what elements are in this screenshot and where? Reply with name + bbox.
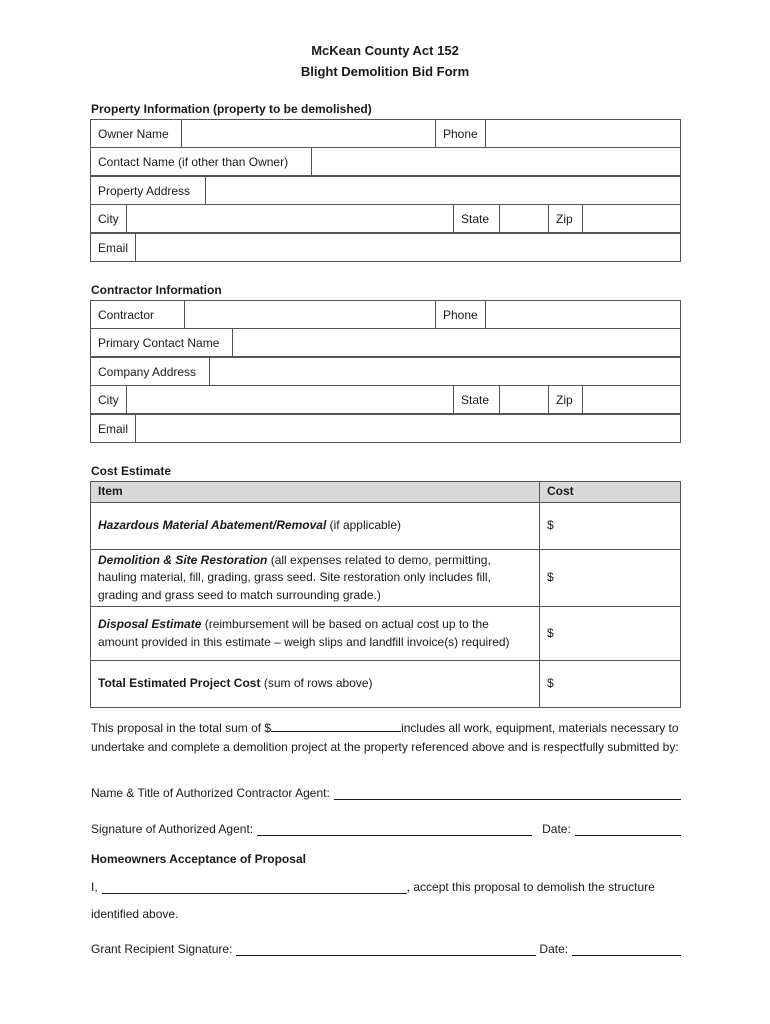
form-title-line2: Blight Demolition Bid Form [300,64,470,79]
demolition-title: Demolition & Site Restoration [98,552,268,567]
agent-date-field[interactable] [575,822,681,836]
grant-date-field[interactable] [572,942,681,956]
property-address-field[interactable] [206,177,681,205]
cost-row-demolition [91,549,681,607]
disposal-title: Disposal Estimate [98,617,202,631]
disposal-cost-field[interactable]: $ [540,607,681,661]
contractor-state-label: State [454,386,500,414]
company-address-label: Company Address [91,358,210,386]
property-city-field[interactable] [127,205,454,233]
demolition-cost-field[interactable]: $ [540,549,681,607]
property-state-label: State [454,205,500,233]
grant-signature-field[interactable] [236,942,536,956]
primary-contact-label: Primary Contact Name [91,329,233,357]
agent-name-row [91,786,681,800]
form-title-line1: McKean County Act 152 [311,43,459,58]
cost-row-hazardous [91,502,681,549]
property-info-table [90,119,681,148]
property-email-label: Email [91,234,136,262]
contractor-email-label: Email [91,415,136,443]
grant-signature-row [91,942,681,956]
contractor-primary-row [90,328,681,357]
property-email-row [90,233,681,262]
contact-name-label: Contact Name (if other than Owner) [91,148,312,176]
property-contact-row [90,147,681,176]
demolition-desc: (all expenses related to demo, permitting, hauling material, fill, grading, grass seed. Site restoration only includes fill, grading and grass seed to match surrounding grade.) [98,552,491,602]
total-desc: (sum of rows above) [260,676,373,691]
agent-date-label: Date: [542,822,571,836]
property-state-field[interactable] [500,205,549,233]
contractor-section-label: Contractor Information [91,283,222,297]
property-section-label: Property Information (property to be demolished) [91,102,372,116]
proposal-sum-field[interactable] [271,719,401,732]
total-title: Total Estimated Project Cost [98,676,261,691]
company-address-field[interactable] [210,358,681,386]
owner-phone-label: Phone [436,120,486,148]
contractor-info-table [90,300,681,329]
contractor-label: Contractor [91,301,185,329]
hazardous-desc: (if applicable) [326,517,401,532]
disposal-desc: (reimbursement will be based on actual cost up to the amount provided in this estimate – weigh slips and landfill invoice(s) required) [98,617,510,649]
agent-name-label: Name & Title of Authorized Contractor Agent: [91,786,330,800]
acceptance-i-label: I, [91,880,98,894]
contractor-address-row [90,357,681,386]
cost-header: Cost [540,482,681,503]
item-header: Item [91,482,540,503]
hazardous-cost-field[interactable]: $ [540,502,681,549]
cost-section-label: Cost Estimate [91,464,172,478]
contractor-city-field[interactable] [127,386,454,414]
identified-text: identified above. [91,907,179,921]
acceptance-text: , accept this proposal to demolish the structure [406,880,655,894]
contractor-city-row [90,385,681,414]
cost-estimate-table [90,481,681,708]
agent-name-field[interactable] [334,786,681,800]
total-cost-field[interactable]: $ [540,661,681,708]
homeowner-name-field[interactable] [102,880,407,894]
property-zip-field[interactable] [583,205,681,233]
agent-signature-row [91,822,681,836]
contractor-zip-label: Zip [549,386,583,414]
grant-signature-label: Grant Recipient Signature: [91,942,233,956]
property-zip-label: Zip [549,205,583,233]
contractor-zip-field[interactable] [583,386,681,414]
acceptance-name-row [91,880,681,894]
property-email-field[interactable] [136,234,681,262]
contractor-state-field[interactable] [500,386,549,414]
contractor-phone-label: Phone [436,301,486,329]
contractor-field[interactable] [185,301,436,329]
grant-date-label: Date: [539,942,569,956]
owner-phone-field[interactable] [486,120,681,148]
acceptance-section-label: Homeowners Acceptance of Proposal [91,852,306,866]
proposal-text-after: includes all work, equipment, materials necessary to undertake and complete a demolition project at the property referenced above and is respectfully submitted by: [91,721,679,754]
property-city-row [90,204,681,233]
proposal-text-before: This proposal in the total sum of $ [91,721,272,735]
owner-name-field[interactable] [182,120,436,148]
primary-contact-field[interactable] [233,329,681,357]
contractor-email-row [90,414,681,443]
hazardous-title: Hazardous Material Abatement/Removal [98,517,327,532]
property-address-label: Property Address [91,177,206,205]
cost-header-row [91,482,681,503]
owner-name-label: Owner Name [91,120,182,148]
contact-name-field[interactable] [312,148,681,176]
cost-row-total [91,661,681,708]
property-city-label: City [91,205,127,233]
agent-signature-field[interactable] [257,822,532,836]
contractor-email-field[interactable] [136,415,681,443]
agent-signature-label: Signature of Authorized Agent: [91,822,254,836]
proposal-paragraph [91,719,681,756]
property-address-row [90,176,681,205]
contractor-phone-field[interactable] [486,301,681,329]
contractor-city-label: City [91,386,127,414]
cost-row-disposal [91,607,681,661]
